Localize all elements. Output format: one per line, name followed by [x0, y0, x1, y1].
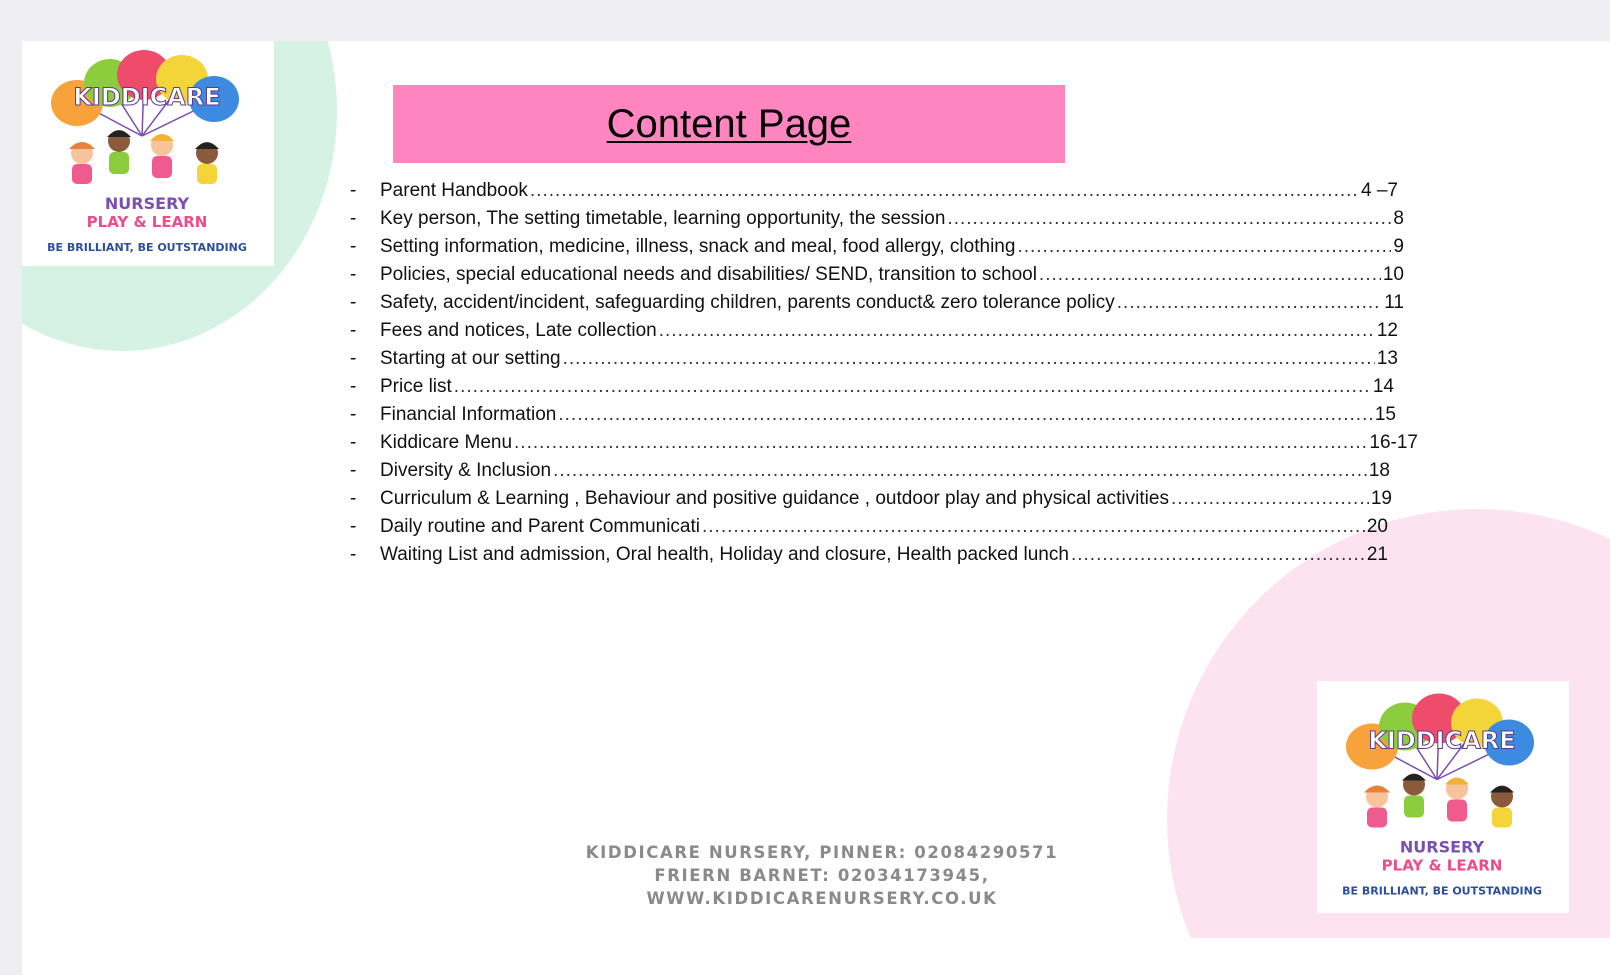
toc-entry-page: 20	[1366, 516, 1388, 537]
logo-line1: NURSERY	[1399, 837, 1485, 857]
footer-website: WWW.KIDDICARENURSERY.CO.UK	[646, 889, 998, 908]
document-page	[22, 41, 1610, 975]
toc-entry	[342, 544, 1388, 572]
logo-image	[1317, 681, 1569, 913]
toc-entry-label: Setting information, medicine, illness, snack and meal, food allergy, clothing	[380, 236, 1016, 257]
toc-entry-page: 18	[1368, 460, 1390, 481]
toc-entry-page: 12	[1376, 320, 1398, 341]
logo-line1: NURSERY	[104, 194, 190, 213]
toc-entry-label: Financial Information	[380, 404, 557, 425]
toc-entry	[342, 320, 1398, 348]
page-title: Content Page	[606, 101, 852, 146]
logo-tagline: BE BRILLIANT, BE OUTSTANDING	[47, 241, 247, 254]
toc-entry	[342, 348, 1398, 376]
dot-leader	[947, 208, 1391, 230]
toc-entry-label: Kiddicare Menu	[380, 432, 513, 453]
toc-entry	[342, 376, 1394, 404]
dot-leader	[1071, 544, 1365, 566]
toc-entry-page: 16-17	[1369, 432, 1418, 453]
toc-entry-label: Curriculum & Learning , Behaviour and positive guidance , outdoor play and physical activities	[380, 488, 1169, 509]
title-banner	[393, 85, 1065, 163]
toc-entry-label: Waiting List and admission, Oral health, Holiday and closure, Health packed lunch	[380, 544, 1069, 565]
toc-entry	[342, 516, 1388, 544]
toc-entry-label: Safety, accident/incident, safeguarding children, parents conduct& zero tolerance policy	[380, 292, 1115, 313]
toc-entry	[342, 208, 1404, 236]
dot-leader	[530, 180, 1359, 202]
footer-contact	[472, 841, 1172, 910]
toc-bullet: -	[350, 264, 357, 285]
toc-entry-page: 4 –7	[1361, 180, 1398, 201]
toc-entry-page: 13	[1376, 348, 1398, 369]
logo-line2: PLAY & LEARN	[86, 213, 208, 231]
toc-entry-label: Policies, special educational needs and disabilities/ SEND, transition to school	[380, 264, 1037, 285]
toc-entry	[342, 292, 1404, 320]
toc-bullet: -	[350, 348, 357, 369]
toc-bullet: -	[350, 460, 357, 481]
toc-entry-label: Starting at our setting	[380, 348, 561, 369]
toc-entry	[342, 236, 1404, 264]
toc-entry-label: Fees and notices, Late collection	[380, 320, 657, 341]
kiddicare-logo-top	[22, 41, 274, 266]
toc-bullet: -	[350, 292, 357, 313]
toc-entry-page: 8	[1393, 208, 1404, 229]
kiddicare-logo-bottom	[1317, 681, 1569, 913]
dot-leader	[702, 516, 1365, 538]
dot-leader	[1117, 292, 1383, 314]
logo-brand: KIDDICARE	[73, 83, 221, 111]
toc-entry	[342, 432, 1418, 460]
dot-leader	[563, 348, 1375, 370]
toc-bullet: -	[350, 516, 357, 537]
toc-bullet: -	[350, 180, 357, 201]
dot-leader	[659, 320, 1375, 342]
logo-brand: KIDDICARE	[1368, 726, 1516, 755]
toc-bullet: -	[350, 432, 357, 453]
logo-tagline: BE BRILLIANT, BE OUTSTANDING	[1342, 884, 1542, 898]
toc-entry	[342, 264, 1404, 292]
toc-bullet: -	[350, 208, 357, 229]
toc-entry-label: Key person, The setting timetable, learning opportunity, the session	[380, 208, 946, 229]
toc-entry-page: 15	[1374, 404, 1396, 425]
toc-bullet: -	[350, 404, 357, 425]
toc-entry	[342, 460, 1390, 488]
toc-bullet: -	[350, 320, 357, 341]
dot-leader	[514, 432, 1367, 454]
dot-leader	[1171, 488, 1369, 510]
toc-bullet: -	[350, 376, 357, 397]
logo-image	[22, 41, 274, 266]
dot-leader	[553, 460, 1367, 482]
toc-bullet: -	[350, 544, 357, 565]
table-of-contents	[342, 180, 1462, 572]
footer-line-friern-barnet: FRIERN BARNET: 02034173945,	[654, 866, 990, 885]
children-illustration	[69, 130, 219, 184]
toc-bullet: -	[350, 236, 357, 257]
logo-line2: PLAY & LEARN	[1381, 856, 1503, 875]
toc-entry-label: Diversity & Inclusion	[380, 460, 552, 481]
toc-entry-page: 14	[1372, 376, 1394, 397]
toc-entry-label: Parent Handbook	[380, 180, 528, 201]
dot-leader	[454, 376, 1371, 398]
toc-entry-page: 19	[1370, 488, 1392, 509]
toc-entry-page: 10	[1382, 264, 1404, 285]
dot-leader	[1039, 264, 1381, 286]
toc-entry	[342, 404, 1396, 432]
toc-bullet: -	[350, 488, 357, 509]
toc-entry-label: Daily routine and Parent Communicati	[380, 516, 700, 537]
dot-leader	[558, 404, 1372, 426]
dot-leader	[1017, 236, 1391, 258]
toc-entry-page: 11	[1384, 292, 1404, 313]
toc-entry-page: 21	[1366, 544, 1388, 565]
toc-entry-page: 9	[1393, 236, 1404, 257]
toc-entry-label: Price list	[380, 376, 452, 397]
toc-entry	[342, 488, 1392, 516]
footer-line-pinner: KIDDICARE NURSERY, PINNER: 02084290571	[585, 843, 1059, 862]
toc-entry	[342, 180, 1398, 208]
